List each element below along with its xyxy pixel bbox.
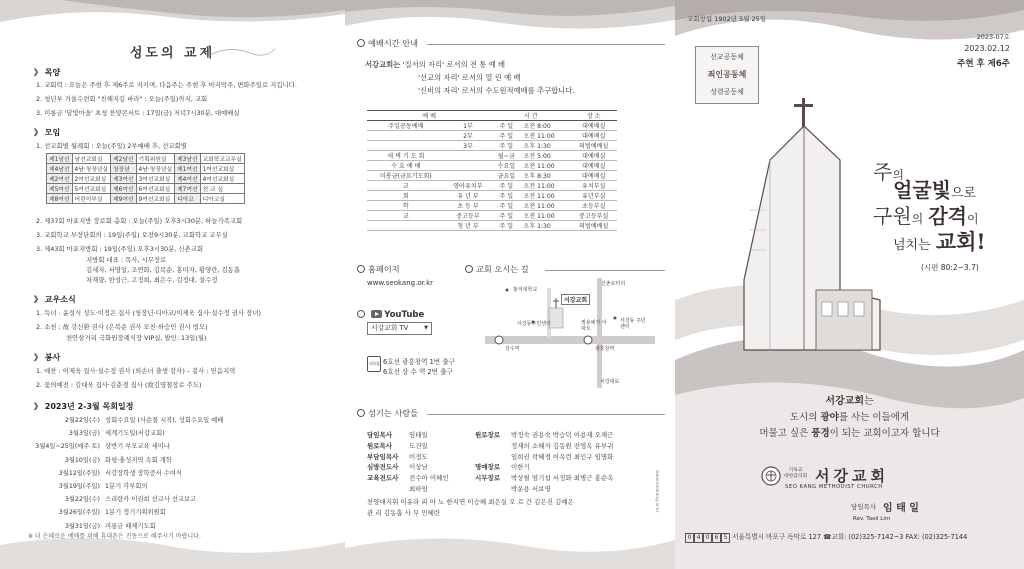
staff-role: 심방전도사 (367, 463, 399, 472)
column-header: 시 간 (491, 111, 570, 121)
subway-icon (367, 356, 381, 372)
table-cell: 오전 11:00 (521, 211, 570, 221)
schedule-event: 1분기 각부회의 (105, 483, 148, 490)
staff-names: 박정숙 권용숙 박승덕 이용재 오재근 (511, 431, 614, 439)
staff-list-right (475, 430, 613, 495)
table-cell: 4남·청장년실 (72, 164, 111, 174)
postal-digit: 0 (703, 533, 712, 543)
table-cell: 오후 8:30 (521, 171, 570, 181)
subway-line: 6호선 상 수 역 2번 출구 (383, 368, 453, 376)
list-item: 1. 득녀 : 윤성식 성도·이정은 집사 (청장년·디아코/이제욱 집사·설수정 권사 장녀) (36, 309, 261, 317)
table-cell: 3부 (445, 141, 492, 151)
church-name-emphasis: 서강교회는 (365, 60, 401, 69)
table-cell: 주일공동예배 (367, 121, 445, 131)
table-cell: 제5여선 (47, 184, 73, 194)
table-cell: 1여선교회실 (200, 164, 244, 174)
table-cell: 의법예배실 (570, 141, 617, 151)
table-row (367, 131, 617, 141)
table-cell: 제2남선 (111, 154, 137, 164)
table-row (367, 121, 617, 131)
section-heading-moim: 》 모임 (34, 128, 61, 137)
list-item: 1. 애찬 : 이제욱 집사·설수정 권사 (외손녀 출생 감사) – 봉사 : 믿음지역 (36, 367, 236, 375)
table-cell: 주 일 (491, 211, 521, 221)
bullet-circle-icon (357, 39, 365, 47)
mission-emphasis: 서강교회 (825, 396, 864, 407)
schedule-event: 스리랑카 이권희 선교사 선교보고 (105, 496, 197, 504)
staff-names: 이한기 (511, 463, 530, 472)
postal-digit: 5 (721, 533, 730, 543)
staff-role: 시무장로 (475, 474, 501, 483)
schedule-event: 성회수요일 (사순절 시작), 성회수요일 예배 (105, 417, 224, 424)
table-cell: 유치부실 (570, 181, 617, 191)
table-cell: 6여선교회실 (136, 184, 175, 194)
table-cell (445, 151, 492, 161)
table-cell: 4남·청장년실 (136, 164, 175, 174)
staff-role: 원로장로 (475, 431, 501, 439)
column-header: 장 소 (570, 111, 617, 121)
youtube-heading (357, 309, 424, 320)
table-cell: 제3남선 (175, 154, 201, 164)
staff-names: 이상남 (409, 463, 428, 472)
table-cell: 디아코실 (200, 194, 244, 204)
table-cell: 오전 11:00 (521, 201, 570, 211)
table-cell: 2부 (445, 131, 492, 141)
table-row (47, 184, 245, 194)
staff-row (367, 473, 449, 484)
map-heading (465, 264, 529, 275)
table-cell (445, 171, 492, 181)
list-item: 1. 선교회별 월례회 : 오늘(주일) 2부예배 후, 선교회별 (36, 142, 187, 150)
list-item: 차재량, 한성근, 고정희, 최은수, 김정대, 설수정 (86, 276, 218, 284)
liturgical-week: 주현 후 제6주 (957, 59, 1010, 69)
youtube-channel-value: 서강교회 TV (371, 324, 409, 332)
leaf-ornament (200, 45, 280, 65)
table-cell: 유년부실 (570, 191, 617, 201)
table-row (47, 194, 245, 204)
table-cell: 오전 11:00 (521, 181, 570, 191)
schedule-date: 3월22일(수) (64, 496, 100, 504)
column-header: 예 배 (367, 111, 491, 121)
postal-code (685, 533, 730, 541)
staff-role: 명예장로 (475, 463, 501, 472)
list-item: 2. 제37회 마포지방 장로회 총회 : 오늘(주일) 오후3시30분, 하늘가족교회 (36, 217, 243, 225)
staff-heading (357, 408, 418, 419)
list-item: 3. 미롱금 '달빛마을' 초청 찬양콘서트 : 17일(금) 저녁7시30분, 대예배실 (36, 109, 240, 117)
bullet-circle-icon (465, 265, 473, 273)
map-label-seogangdaero: 서강대로 (600, 379, 620, 385)
staff-row (367, 430, 449, 441)
list-item: 3. 제43회 마포지방회 : 19일(주일) 오후3시30분, 신촌교회 (36, 245, 204, 253)
table-cell: 제2여선 (47, 174, 73, 184)
youtube-icon (371, 310, 382, 318)
table-cell: 교 (367, 181, 445, 191)
middle-panel (345, 0, 675, 569)
table-cell: 주 일 (491, 201, 521, 211)
theme-particle: 의 (892, 168, 904, 182)
table-cell: 제1여선 (175, 164, 201, 174)
table-cell: 청장년 (111, 164, 137, 174)
theme-line-2 (893, 174, 976, 203)
staff-row (475, 441, 613, 452)
map-label-seogang-park: 서강동주민센터 (517, 321, 551, 327)
theme-word: 교회! (935, 229, 986, 254)
table-cell: 제9여선 (111, 194, 137, 204)
staff-names: 이정도 (409, 452, 428, 461)
staff-names: 박운용 서보영 (511, 484, 551, 493)
staff-role: 담임목사 (367, 431, 393, 439)
staff-bottom-line: 관 리 김동흡 사 무 민혜란 (367, 509, 441, 517)
list-item: 지방회 대표 : 목사, 시무장로 (86, 256, 167, 264)
table-cell: 초 등 부 (445, 201, 492, 211)
bullet-circle-icon (357, 310, 365, 318)
theme-word: 감격 (928, 204, 967, 228)
table-cell: 월~금 (491, 151, 521, 161)
list-item: 2. 청년부 겨울수련회 "친해지길 바라" : 오늘(주일)까지, 교회 (36, 95, 208, 103)
worship-schedule-table (367, 110, 617, 231)
table-cell: 의법예배실 (570, 221, 617, 231)
section-heading-schedule: 》 2023년 2-3월 목회일정 (34, 402, 134, 411)
table-cell: 주 일 (491, 181, 521, 191)
table-cell: 대예배실 (570, 121, 617, 131)
schedule-date: 3월4일~25일(매주 토) (35, 443, 100, 451)
chevron-down-icon: ▼ (424, 325, 428, 331)
table-cell: 중고등부 (445, 211, 492, 221)
table-row (367, 211, 617, 221)
mission-text: 머물고 싶은 (759, 428, 812, 439)
staff-row (475, 430, 613, 441)
table-cell: 주 일 (491, 191, 521, 201)
table-cell: 청 년 부 (445, 221, 492, 231)
table-cell: 초등부실 (570, 201, 617, 211)
table-cell: 5여선교회실 (72, 184, 111, 194)
schedule-date: 3월19일(주일) (58, 483, 100, 490)
divider (427, 44, 665, 45)
issue-date: 2023.02.12 (964, 44, 1010, 53)
staff-row (475, 473, 613, 484)
footnote: ※ 더 은혜로운 예배를 위해 휴대폰은 진동으로 해주시기 바랍니다. (28, 533, 201, 540)
table-cell: 4여선교회실 (200, 174, 244, 184)
theme-word: 주 (873, 160, 893, 184)
theme-line-4 (893, 226, 986, 256)
staff-row (475, 452, 613, 463)
worship-intro-line: '선교의 자리' 로서의 열 린 예 배 (418, 73, 521, 82)
theme-particle: 의 (911, 212, 924, 226)
table-row (47, 164, 245, 174)
mission-line-2 (675, 409, 1024, 423)
postal-digit: 6 (712, 533, 721, 543)
table-cell: 3여선교회실 (136, 174, 175, 184)
table-cell: 대예배실 (570, 171, 617, 181)
schedule-date: 3월3일(금) (68, 430, 100, 438)
table-cell: 대예배실 (570, 131, 617, 141)
schedule-event: 서강장학생 장학증서 수여식 (105, 469, 182, 477)
table-cell: 제8여선 (47, 194, 73, 204)
table-row (47, 174, 245, 184)
schedule-date: 3월10일(금) (64, 456, 100, 464)
table-cell (445, 161, 492, 171)
table-cell: 기획위원실 (136, 154, 175, 164)
mission-emphasis: 풍경 (811, 428, 830, 439)
table-cell: 금요일 (491, 171, 521, 181)
table-cell (367, 141, 445, 151)
side-note: www.seokang.or.kr (654, 470, 659, 513)
divider (545, 270, 665, 271)
mission-line-3 (675, 425, 1024, 439)
table-cell: 오후 1:30 (521, 141, 570, 151)
map-label-sangsu: 상수역 (505, 346, 520, 352)
list-item: 천안삼거리 국화원장례식장 VIP실, 발인: 13일(월) (66, 334, 207, 342)
address-text: 서울특별시 마포구 독막로 127 ☎교회: (02)325-7142~3 FAX: (02)325-7144 (732, 533, 968, 541)
homepage-heading (357, 264, 400, 275)
list-item: 2. 꽃의예전 : 김대욱 집사·김춘경 집사 (故김영철장로 추도) (36, 381, 202, 389)
staff-names: 정재의 소혜자 김동원 전영옥 유부귀 (511, 441, 614, 450)
pastor-english-name: Rev. Taeil Lim (853, 516, 891, 522)
list-item: 1. 교회력 : 오늘은 주현 후 제6주로 지키며, 다음주는 주현 후 마지막주, 변화주일로 지킵니다. (36, 81, 297, 89)
pastor-name: 임 태 일 (883, 503, 919, 514)
denomination-line: 기독교 (788, 468, 803, 473)
fellowship-room-table (46, 153, 245, 204)
map-label-sinchon: 신촌로터리 (601, 281, 626, 287)
church-english-name: SEO KANG METHODIST CHURCH (785, 484, 883, 490)
table-cell (367, 131, 445, 141)
page-title: 성도의 교제 (129, 46, 216, 61)
table-cell: 회 (367, 191, 445, 201)
table-cell: 오전 11:00 (521, 161, 570, 171)
table-cell (367, 221, 445, 231)
theme-particle: 으로 (950, 186, 977, 201)
table-row (47, 154, 245, 164)
table-cell: 친 교 실 (200, 184, 244, 194)
staff-names: 도건일 (409, 441, 428, 450)
map-label-apartment: 쌍용예가 아파트 (581, 320, 607, 332)
table-cell: 제1남선 (47, 154, 73, 164)
divider (427, 414, 665, 415)
address-line (685, 531, 967, 543)
schedule-event: 상반기 부모교육 세미나 (105, 443, 170, 451)
map-label-seogangdong: 서강동 주민센터 (620, 318, 646, 330)
postal-digit: 4 (694, 533, 703, 543)
table-row (367, 191, 617, 201)
table-cell: 수 요 예 배 (367, 161, 445, 171)
worship-intro-line: '신비의 자리' 로서의 수도원적예배를 추구합니다. (418, 86, 575, 95)
community-line: 성령공동체 (710, 88, 744, 96)
methodist-seal-icon (761, 466, 781, 486)
schedule-event: 1분기 정기기획위원회 (105, 509, 166, 517)
theme-word: 구원 (873, 204, 912, 228)
table-cell: 남선교회실 (72, 154, 111, 164)
table-cell: 중고등부실 (570, 211, 617, 221)
staff-row (367, 484, 449, 495)
community-line: 선교공동체 (710, 53, 744, 61)
pastor-role: 담임목사 (851, 503, 877, 511)
table-cell: 오전 8:00 (521, 121, 570, 131)
table-cell: 대예배실 (570, 151, 617, 161)
table-cell: 새 벽 기 도 회 (367, 151, 445, 161)
table-cell: 2여선교회실 (72, 174, 111, 184)
subway-icon-label: 지하철 (368, 361, 380, 366)
postal-digit: 0 (685, 533, 694, 543)
schedule-date: 3월12일(주일) (58, 469, 100, 477)
theme-line-3 (873, 200, 979, 229)
table-cell: 제3여선 (111, 174, 137, 184)
table-cell: 1부 (445, 121, 492, 131)
table-cell: 대예배실 (570, 161, 617, 171)
staff-row (367, 452, 449, 463)
staff-bottom-line: 찬양대지휘 이유라 피 아 노 한지연 이승혜 최은실 오 르 간 김은진 김예은 (367, 498, 574, 506)
staff-role: 교육전도사 (367, 474, 399, 483)
staff-names: 최하임 (409, 484, 428, 493)
table-cell: 수요일 (491, 161, 521, 171)
table-cell: 학 (367, 201, 445, 211)
table-cell: 제4여선 (175, 174, 201, 184)
staff-names: 전수아 이혜인 (409, 474, 449, 483)
worship-intro-text: '질서의 자리' 로서의 전 통 예 배 (402, 60, 506, 69)
subway-line: 6호선 광흥창역 1번 출구 (383, 358, 456, 366)
table-cell: 영아유치부 (445, 181, 492, 191)
table-cell: 교 (367, 211, 445, 221)
section-heading-mokyang: 》 목양 (34, 68, 61, 77)
table-cell: 주 일 (491, 221, 521, 231)
right-panel (675, 0, 1024, 569)
table-cell: 디아코 (175, 194, 201, 204)
mission-text: 는 (863, 396, 874, 407)
table-cell: 교회학교교무실 (200, 154, 244, 164)
theme-word: 얼굴빛 (893, 178, 951, 202)
list-item: 김세자, 서영일, 조연화, 김복순, 홍미자, 황영란, 김동흡 (86, 266, 241, 274)
youtube-label: YouTube (384, 310, 425, 320)
mission-text: 도시의 (789, 412, 821, 423)
staff-row (367, 462, 449, 473)
founded-date: 교회창립 1902년 5월 25일 (687, 15, 767, 23)
mission-text: 를 사는 이들에게 (838, 412, 910, 423)
staff-row (367, 441, 449, 452)
table-cell: 제6여선 (111, 184, 137, 194)
church-name: 서강교회 (815, 467, 889, 485)
table-cell: 오전 11:00 (521, 131, 570, 141)
table-cell: 오전 5:00 (521, 151, 570, 161)
theme-particle: 이 (966, 212, 979, 226)
staff-names: 박상필 염기섭 서정화 최병근 홍순옥 (511, 474, 614, 483)
list-item: 3. 교회학교 부장단회의 : 19일(주일) 오전9시30분, 교회학교 교무실 (36, 231, 228, 239)
section-heading-service: 》 봉사 (34, 353, 61, 362)
worship-section-heading (357, 38, 418, 49)
schedule-event: 미롱금 때제기도회 (105, 522, 156, 530)
staff-list-left (367, 430, 449, 495)
mission-emphasis: 광야 (820, 412, 839, 423)
homepage-heading-text: 홈페이지 (368, 264, 400, 274)
table-cell: 어린이부실 (72, 194, 111, 204)
table-cell: 주 일 (491, 121, 521, 131)
schedule-date: 3월26일(주일) (58, 509, 100, 517)
table-cell: 제4남선 (47, 164, 73, 174)
staff-names: 임희권 곽혜경 이옥런 최인구 임명화 (511, 452, 614, 461)
homepage-link[interactable]: www.seokang.or.kr (367, 279, 433, 287)
table-cell: 주 일 (491, 141, 521, 151)
youtube-channel-select[interactable] (367, 322, 432, 335)
staff-role: 원로목사 (367, 441, 393, 450)
staff-names: 임태일 (409, 431, 428, 439)
schedule-date: 3월31일(금) (64, 522, 100, 530)
denomination-label (784, 468, 807, 480)
table-cell: 유 년 부 (445, 191, 492, 201)
schedule-date: 2월22일(수) (64, 417, 100, 424)
table-cell: 미롱금(금요기도회) (367, 171, 445, 181)
mission-line-1 (675, 392, 1024, 407)
theme-word: 넘치는 (893, 238, 931, 253)
list-item: 2. 소천 : 故 강신환 권사 (은복순 권사 모친·하승민 권사 빙모) (36, 323, 208, 331)
worship-heading-text: 예배시간 안내 (368, 38, 419, 48)
schedule-event: 세계기도일(서강교회) (105, 430, 165, 438)
map-label-gwangheung: 광흥창역 (595, 346, 615, 352)
left-panel (0, 0, 345, 569)
bullet-circle-icon (357, 265, 365, 273)
table-cell: 오후 1:30 (521, 221, 570, 231)
schedule-event: 화평·충성지역 속회 개학 (105, 456, 172, 464)
table-cell: 주 일 (491, 131, 521, 141)
staff-row (475, 462, 613, 473)
table-cell: 9여선교회실 (136, 194, 175, 204)
map-label-church: 서강교회 (561, 294, 590, 305)
community-line-emphasis: 죄인공동체 (707, 70, 747, 79)
mission-text: 이 되는 교회이고자 합니다 (829, 428, 940, 439)
staff-row (475, 484, 613, 495)
issue-number: 2023-07호 (976, 33, 1010, 41)
staff-role: 부담임목사 (367, 452, 399, 461)
table-row (367, 171, 617, 181)
table-cell: 제7여선 (175, 184, 201, 194)
staff-heading-text: 섬기는 사람들 (368, 408, 419, 418)
map-label-hongik: 홍익대학교 (513, 287, 538, 293)
denomination-line: 대한감리회 (784, 474, 808, 479)
scripture-reference: (시편 80:2~3.7) (921, 263, 979, 272)
table-row (367, 201, 617, 211)
table-row (367, 151, 617, 161)
table-row (367, 181, 617, 191)
table-row (367, 221, 617, 231)
table-row (367, 161, 617, 171)
table-row (367, 141, 617, 151)
bullet-circle-icon (357, 409, 365, 417)
table-cell: 오전 11:00 (521, 191, 570, 201)
map-heading-text: 교회 오시는 길 (476, 264, 529, 274)
worship-intro-line (365, 60, 505, 70)
section-heading-news: 》 교우소식 (34, 295, 76, 304)
